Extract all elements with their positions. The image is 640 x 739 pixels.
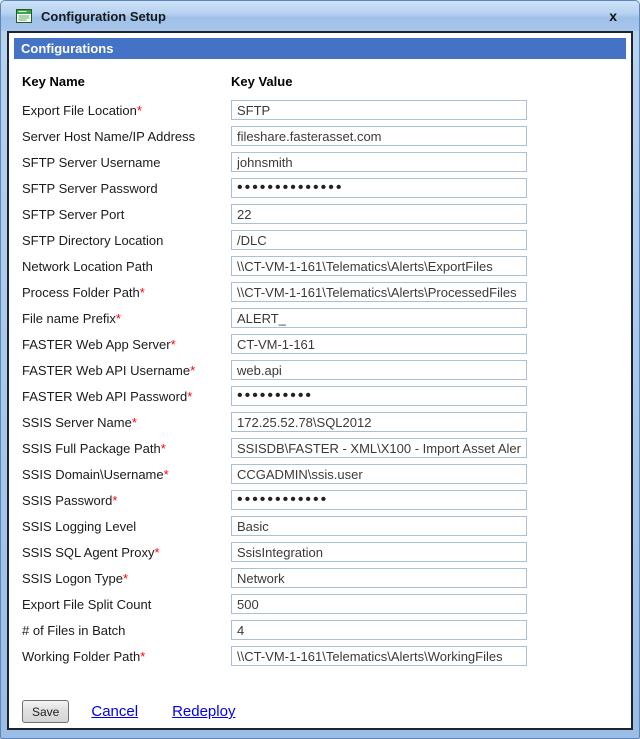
field-label [22,233,231,248]
config-row [22,539,626,565]
field-label-text: FASTER Web API Username [22,362,191,378]
field-label [22,545,231,560]
field-value [231,516,527,536]
configurations-section-header: Configurations [14,38,626,59]
field-label [22,467,231,482]
required-asterisk: * [187,388,193,404]
field-input-sftp-server-port[interactable] [231,204,527,224]
field-value [231,178,527,198]
field-value [231,360,527,380]
field-value [231,152,527,172]
required-asterisk: * [170,336,176,352]
save-button[interactable]: Save [22,700,69,723]
required-asterisk: * [140,648,146,664]
field-value [231,126,527,146]
field-input-faster-web-api-password[interactable] [231,386,527,406]
form-window-icon [16,8,32,24]
field-label-text: Working Folder Path [22,648,141,664]
field-label-text: FASTER Web API Password [22,388,188,404]
key-name-header: Key Name [22,74,85,89]
field-input-working-folder-path[interactable] [231,646,527,666]
field-label-text: SSIS Domain\Username [22,466,164,482]
config-row [22,227,626,253]
field-input-process-folder-path[interactable] [231,282,527,302]
field-input-ssis-server-name[interactable] [231,412,527,432]
field-label-text: SSIS SQL Agent Proxy [22,544,155,560]
field-value [231,646,527,666]
field-value [231,412,527,432]
field-input-ssis-password[interactable] [231,490,527,510]
field-label-text: SFTP Server Password [22,180,158,196]
field-input-ssis-domain-username[interactable] [231,464,527,484]
field-input-export-file-split-count[interactable] [231,594,527,614]
field-label [22,259,231,274]
field-value [231,464,527,484]
config-row [22,175,626,201]
required-asterisk: * [136,102,142,118]
field-label-text: SSIS Password [22,492,113,508]
required-asterisk: * [139,284,145,300]
cancel-link[interactable]: Cancel [91,703,139,720]
field-label [22,129,231,144]
titlebar [1,1,639,31]
field-label [22,181,231,196]
field-input-server-host-name-ip-address[interactable] [231,126,527,146]
field-input-export-file-location[interactable] [231,100,527,120]
config-row [22,279,626,305]
config-row [22,149,626,175]
field-value [231,438,527,458]
field-label [22,649,231,664]
field-input-of-files-in-batch[interactable] [231,620,527,640]
field-input-sftp-directory-location[interactable] [231,230,527,250]
config-form [14,59,626,669]
field-input-network-location-path[interactable] [231,256,527,276]
field-value [231,386,527,406]
field-value [231,230,527,250]
field-label [22,571,231,586]
close-icon[interactable]: x [609,8,617,24]
required-asterisk: * [112,492,118,508]
required-asterisk: * [115,310,121,326]
required-asterisk: * [154,544,160,560]
required-asterisk: * [131,414,137,430]
field-value [231,308,527,328]
config-row [22,97,626,123]
field-input-sftp-server-username[interactable] [231,152,527,172]
field-label [22,207,231,222]
config-row [22,201,626,227]
field-label-text: SSIS Server Name [22,414,132,430]
config-row [22,305,626,331]
field-label-text: SSIS Full Package Path [22,440,161,456]
config-row [22,513,626,539]
field-input-file-name-prefix[interactable] [231,308,527,328]
config-row [22,565,626,591]
field-value [231,620,527,640]
field-label-text: Process Folder Path [22,284,140,300]
field-label [22,363,231,378]
field-value [231,568,527,588]
config-row [22,617,626,643]
config-row [22,409,626,435]
field-value [231,204,527,224]
field-label [22,519,231,534]
required-asterisk: * [122,570,129,586]
field-label-text: Server Host Name/IP Address [22,128,196,144]
field-label [22,415,231,430]
config-row [22,383,626,409]
config-row [22,123,626,149]
config-row [22,487,626,513]
field-label-text: SSIS Logging Level [22,518,137,534]
field-label-text: SFTP Directory Location [22,232,164,248]
field-input-ssis-sql-agent-proxy[interactable] [231,542,527,562]
field-label [22,493,231,508]
dialog-content [7,31,633,730]
config-row [22,461,626,487]
required-asterisk: * [190,362,196,378]
field-label [22,623,231,638]
field-input-faster-web-api-username[interactable] [231,360,527,380]
field-label-text: # of Files in Batch [22,622,126,638]
column-headers [22,74,626,97]
field-input-ssis-logging-level[interactable] [231,516,527,536]
config-row [22,435,626,461]
key-value-header: Key Value [231,74,293,89]
field-label-text: Export File Split Count [22,596,152,612]
field-label-text: File name Prefix [22,310,116,326]
field-label [22,155,231,170]
field-value [231,100,527,120]
field-value [231,282,527,302]
field-value [231,594,527,614]
field-value [231,256,527,276]
config-row [22,643,626,669]
config-form-rows [22,97,626,669]
field-label [22,103,231,118]
config-row [22,253,626,279]
field-label-text: SFTP Server Username [22,154,161,170]
action-bar [22,700,626,723]
redeploy-link[interactable]: Redeploy [172,703,236,720]
field-value [231,334,527,354]
field-label [22,389,231,404]
field-input-faster-web-app-server[interactable] [231,334,527,354]
field-label-text: FASTER Web App Server [22,336,171,352]
field-label [22,285,231,300]
config-row [22,331,626,357]
field-label-text: Export File Location [22,102,137,118]
field-label-text: SSIS Logon Type [22,570,123,586]
field-input-sftp-server-password[interactable] [231,178,527,198]
field-value [231,490,527,510]
field-label [22,441,231,456]
required-asterisk: * [163,466,169,482]
field-label [22,311,231,326]
config-row [22,591,626,617]
field-label [22,337,231,352]
field-label-text: Network Location Path [22,258,153,274]
required-asterisk: * [160,440,166,456]
field-input-ssis-logon-type[interactable] [231,568,527,588]
field-label-text: SFTP Server Port [22,206,125,222]
config-row [22,357,626,383]
field-label [22,597,231,612]
field-input-ssis-full-package-path[interactable] [231,438,527,458]
window-title: Configuration Setup [41,8,166,24]
field-value [231,542,527,562]
